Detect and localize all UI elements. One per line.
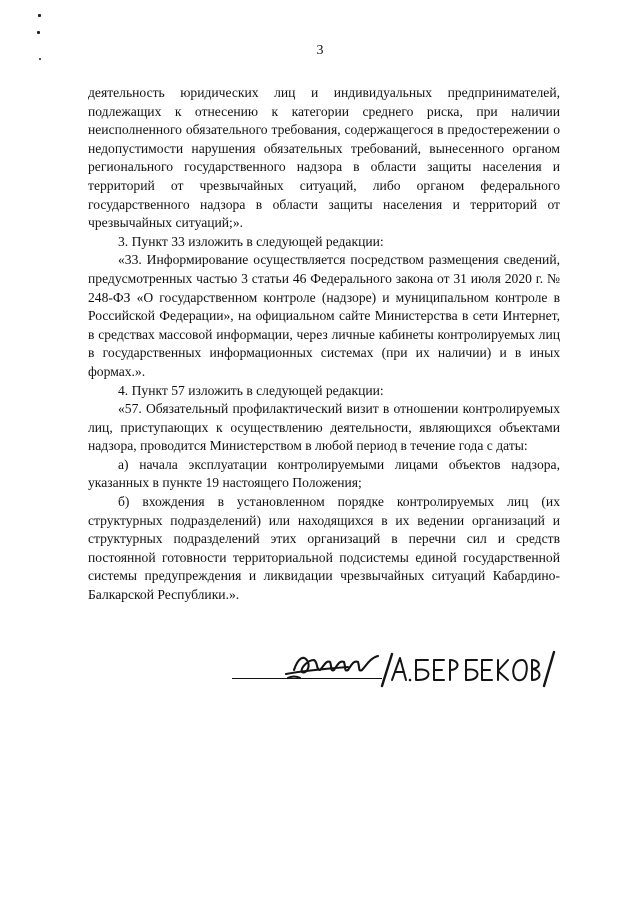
paragraph-subitem-a	[88, 456, 560, 493]
page-number: 3	[316, 43, 324, 58]
text-line: государственного надзора в области защиты населения и территорий	[88, 159, 560, 193]
text-line: обязательных требований, вынесенного органом регионального	[88, 140, 560, 175]
text-line: а) начала эксплуатации контролируемыми лицами объектов	[118, 456, 512, 472]
text-line: сайте Министерства в сети Интернет, в средствах массовой информации,	[88, 308, 560, 342]
handwritten-signature	[282, 640, 562, 690]
text-line: от чрезвычайных ситуаций, либо органом федерального	[170, 177, 561, 193]
text-line: контролируемых лиц, приступающих к осуществлению деятельности,	[88, 401, 560, 435]
paragraph-subitem-b	[88, 493, 560, 605]
text-line: и муниципальном контроле в Российской Федерации», на официальном	[88, 289, 560, 324]
paragraph-item-4	[88, 382, 560, 401]
signature-block	[232, 640, 562, 690]
text-line: являющихся объектами надзора, проводится Министерством в любой	[88, 419, 560, 454]
text-line: предпринимателей, подлежащих к отнесению к категории среднего	[88, 85, 560, 119]
paragraph-item-3	[88, 233, 560, 252]
paragraph-clause-57	[88, 400, 560, 456]
text-line: 3. Пункт 33 изложить в следующей редакции:	[118, 233, 384, 249]
scan-mark	[37, 31, 40, 34]
text-line: б) вхождения в установленном порядке контролируемых лиц	[118, 494, 542, 510]
text-line: информационных системах (при их наличии) и в иных формах.».	[88, 345, 561, 379]
text-line: (их структурных подразделений) или находящихся в их ведении	[88, 494, 560, 528]
text-line: единой государственной системы предупреждения и ликвидации	[88, 549, 561, 584]
text-line: сведений, предусмотренных частью 3 статьи 46 Федерального закона	[88, 252, 560, 286]
paragraph-clause-33	[88, 251, 560, 381]
text-line: «57. Обязательный профилактический визит в отношении	[118, 401, 463, 417]
text-line: деятельность юридических лиц и индивидуальных	[88, 85, 448, 100]
text-line: сил и средств постоянной готовности территориальной подсистемы	[88, 531, 560, 565]
text-line: период в течение года с даты:	[356, 438, 528, 454]
text-line: риска, при наличии неисполненного обязательного требования,	[88, 103, 561, 138]
text-line: от 31 июля 2020 г. № 248-ФЗ «О государственном контроле (надзоре)	[88, 270, 560, 305]
text-line: содержащегося в предостережении о недопустимости нарушения	[88, 122, 560, 156]
text-line: через личные кабинеты контролируемых лиц в государственных	[88, 326, 560, 361]
scan-mark	[38, 14, 41, 17]
document-body	[88, 84, 560, 605]
text-line: от чрезвычайных ситуаций;».	[88, 196, 560, 231]
signature-name	[232, 640, 233, 641]
text-line: 4. Пункт 57 изложить в следующей редакции:	[118, 382, 384, 398]
text-line: организаций и структурных подразделений этих организаций в перечни	[88, 512, 560, 547]
text-line: чрезвычайных ситуаций Кабардино-Балкарской Республики.».	[88, 568, 560, 603]
text-line: надзора, указанных в пункте 19 настоящего Положения;	[88, 456, 560, 491]
text-line: «33. Информирование осуществляется посредством размещения	[118, 252, 504, 268]
text-line: государственного надзора в области защиты населения и территорий	[88, 196, 548, 212]
paragraph-continuation	[88, 84, 560, 233]
